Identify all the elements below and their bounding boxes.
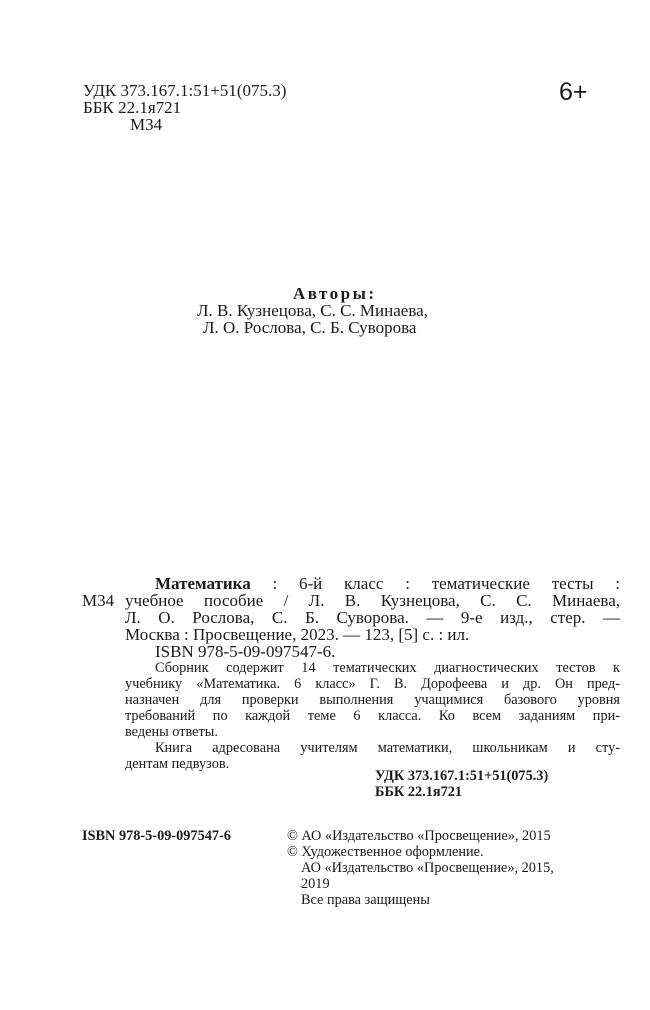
annotation-line-3: назначен для проверки выполнения учащимися базового уровня [125,692,620,708]
authors-line-2: Л. О. Рослова, С. Б. Суворова [203,318,417,337]
copyright-line-3: АО «Издательство «Просвещение», 2015, [301,860,554,876]
annotation-line-5: ведены ответы. [125,724,218,740]
catalog-isbn: ISBN 978-5-09-097547-6. [155,642,336,661]
catalog-mark: М34 [82,591,115,610]
catalog-line-2: учебное пособие / Л. В. Кузнецова, С. С. Минаева, [125,591,620,610]
annotation-line-4: требований по каждой теме 6 класса. Ко всем заданиям при- [125,708,620,724]
authors-heading: Авторы: [293,284,377,303]
authors-line-1: Л. В. Кузнецова, С. С. Минаева, [197,301,428,320]
header-bbk: ББК 22.1я721 [83,98,182,117]
copyright-line-4: 2019 [301,876,330,892]
footer-isbn: ISBN 978-5-09-097547-6 [82,828,231,844]
catalog-line-1: Математика : 6-й класс : тематические тесты : [155,574,620,593]
annotation-line-6: Книга адресована учителям математики, школьникам и сту- [155,740,620,756]
book-title: Математика [155,574,251,593]
catalog-bbk: ББК 22.1я721 [375,784,463,800]
rights-reserved: Все права защищены [301,892,430,908]
catalog-line-4: Москва : Просвещение, 2023. — 123, [5] с. : ил. [125,625,470,644]
annotation-line-2: учебнику «Математика. 6 класс» Г. В. Дорофеева и др. Он пред- [125,676,620,692]
catalog-line-3: Л. О. Рослова, С. Б. Суворова. — 9-е изд., стер. — [125,608,620,627]
catalog-udk: УДК 373.167.1:51+51(075.3) [375,768,549,784]
age-rating: 6+ [559,78,588,106]
annotation-line-7: дентам педвузов. [125,756,230,772]
copyright-line-1: © АО «Издательство «Просвещение», 2015 [287,828,551,844]
header-udk: УДК 373.167.1:51+51(075.3) [83,81,287,100]
copyright-line-2: © Художественное оформление. [287,844,484,860]
header-author-mark: М34 [130,115,163,134]
annotation-line-1: Сборник содержит 14 тематических диагностических тестов к [155,660,620,676]
